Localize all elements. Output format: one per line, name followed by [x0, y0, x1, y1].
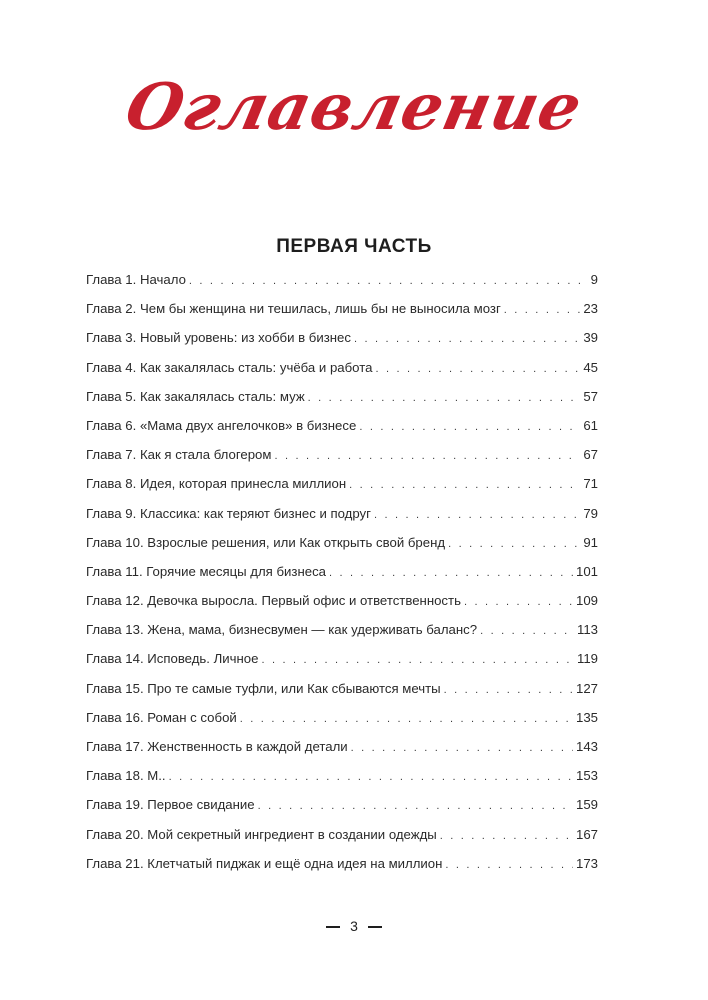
toc-entry-title: Глава 19. Первое свидание: [86, 797, 255, 813]
page-number: 3: [350, 918, 358, 934]
toc-entry-page: 127: [575, 680, 598, 696]
toc-entry[interactable]: [86, 735, 598, 764]
toc-leader-dots: [329, 561, 573, 585]
toc-entry-page: 173: [575, 855, 598, 871]
toc-entry[interactable]: [86, 793, 598, 822]
toc-entry-title: Глава 5. Как закалялась сталь: муж: [86, 388, 305, 404]
toc-entry-page: 153: [575, 768, 598, 784]
toc-entry-title: Глава 2. Чем бы женщина ни тешилась, лишь бы не выносила мозг: [86, 301, 501, 317]
toc-entry-title: Глава 7. Как я стала блогером: [86, 447, 272, 463]
toc-entry-page: 61: [583, 417, 598, 433]
toc-entry[interactable]: [86, 443, 598, 472]
toc-entry-page: 143: [575, 739, 598, 754]
toc-entry-title: Глава 9. Классика: как теряют бизнес и подруг: [86, 505, 371, 521]
toc-entry-title: Глава 8. Идея, которая принесла миллион: [86, 476, 347, 492]
toc-leader-dots: [258, 794, 573, 818]
toc-leader-dots: [308, 386, 581, 410]
toc-leader-dots: [444, 678, 573, 702]
toc-entry-title: Глава 3. Новый уровень: из хобби в бизнес: [86, 330, 351, 346]
toc-entry-page: 71: [583, 476, 598, 492]
toc-entry[interactable]: [86, 647, 598, 676]
toc-leader-dots: [464, 590, 573, 614]
toc-leader-dots: [351, 736, 573, 760]
toc-entry-title: Глава 1. Начало: [86, 272, 186, 287]
toc-leader-dots: [504, 298, 581, 322]
toc-entry[interactable]: [86, 706, 598, 735]
toc-entry-title: Глава 10. Взрослые решения, или Как открыть свой бренд: [86, 534, 446, 550]
toc-entry-page: 109: [575, 593, 598, 609]
toc-leader-dots: [189, 269, 588, 293]
toc-leader-dots: [445, 853, 573, 877]
toc-entry-page: 45: [583, 359, 598, 375]
toc-entry[interactable]: [86, 385, 598, 414]
toc-entry-title: Глава 12. Девочка выросла. Первый офис и ответственность: [86, 593, 461, 609]
toc-entry[interactable]: [86, 823, 598, 852]
toc-entry-page: 113: [576, 622, 598, 638]
toc-entry[interactable]: [86, 618, 598, 647]
toc-leader-dots: [261, 648, 574, 672]
page-title: Оглавление: [119, 70, 589, 145]
toc-entry[interactable]: [86, 297, 598, 326]
toc-entry[interactable]: [86, 852, 598, 881]
toc-entry-page: 167: [575, 826, 598, 842]
toc-entry-page: 135: [575, 709, 598, 725]
toc-entry[interactable]: [86, 414, 598, 443]
toc-entry-title: Глава 17. Женственность в каждой детали: [86, 739, 348, 754]
toc-entry-page: 79: [583, 505, 598, 521]
toc-entry[interactable]: [86, 502, 598, 531]
toc-leader-dots: [169, 765, 573, 789]
toc-leader-dots: [440, 824, 573, 848]
toc-entry-page: 9: [590, 272, 598, 287]
toc-leader-dots: [349, 473, 580, 497]
toc-entry-page: 57: [583, 388, 598, 404]
toc-entry[interactable]: [86, 531, 598, 560]
toc-entry-page: 119: [576, 651, 598, 667]
toc-leader-dots: [274, 444, 580, 468]
toc-leader-dots: [375, 357, 580, 381]
toc-entry-title: Глава 20. Мой секретный ингредиент в создании одежды: [86, 826, 437, 842]
toc-entry[interactable]: [86, 268, 598, 297]
toc-entry-title: Глава 11. Горячие месяцы для бизнеса: [86, 563, 326, 579]
toc-entry[interactable]: [86, 560, 598, 589]
toc-entry[interactable]: [86, 356, 598, 385]
toc-entry-title: Глава 14. Исповедь. Личное: [86, 651, 259, 667]
toc-entry-title: Глава 13. Жена, мама, бизнесвумен — как удерживать баланс?: [86, 622, 478, 638]
toc-leader-dots: [240, 707, 573, 731]
toc-leader-dots: [359, 415, 580, 439]
toc-entry-page: 101: [575, 563, 598, 579]
toc-entry[interactable]: [86, 764, 598, 793]
page-number-footer: [0, 918, 708, 934]
toc-entry-page: 159: [575, 797, 598, 813]
toc-entry-title: Глава 18. М..: [86, 768, 166, 784]
toc-leader-dots: [448, 532, 580, 556]
toc-leader-dots: [374, 503, 580, 527]
right-dash: [368, 926, 382, 928]
toc-entry-title: Глава 21. Клетчатый пиджак и ещё одна идея на миллион: [86, 855, 443, 871]
toc-entry-title: Глава 4. Как закалялась сталь: учёба и работа: [86, 359, 373, 375]
toc-entry-title: Глава 15. Про те самые туфли, или Как сбываются мечты: [86, 680, 441, 696]
toc-entry-page: 39: [583, 330, 598, 346]
toc-entry-title: Глава 16. Роман с собой: [86, 709, 237, 725]
toc-entry-page: 67: [583, 447, 598, 463]
left-dash: [326, 926, 340, 928]
toc-entry[interactable]: [86, 326, 598, 355]
toc-entry-page: 91: [583, 534, 598, 550]
toc-leader-dots: [480, 619, 574, 643]
toc-leader-dots: [354, 327, 580, 351]
toc-entry-page: 23: [583, 301, 598, 317]
table-of-contents: [86, 268, 598, 881]
toc-entry[interactable]: [86, 589, 598, 618]
toc-entry-title: Глава 6. «Мама двух ангелочков» в бизнесе: [86, 417, 357, 433]
toc-entry[interactable]: [86, 472, 598, 501]
section-title: ПЕРВАЯ ЧАСТЬ: [276, 236, 432, 257]
toc-entry[interactable]: [86, 677, 598, 706]
